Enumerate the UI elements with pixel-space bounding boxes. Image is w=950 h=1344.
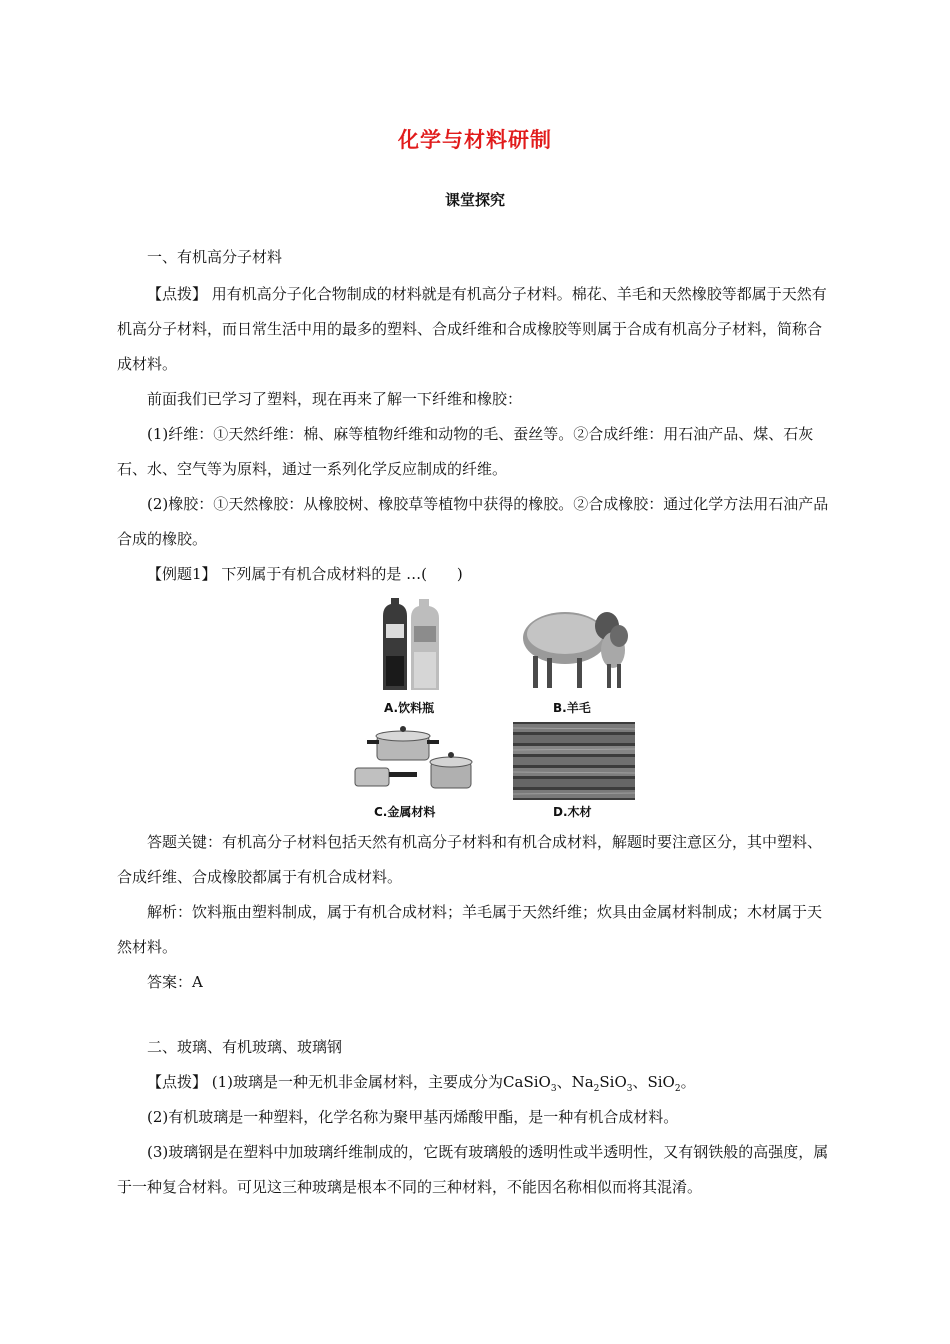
answer-key-paragraph: 答题关键：有机高分子材料包括天然有机高分子材料和有机合成材料，解题时要注意区分，其中塑料、合成纤维、合成橡胶都属于有机合成材料。 xyxy=(117,833,823,886)
option-d-caption: D.木材 xyxy=(553,805,592,819)
section1-heading: 一、有机高分子材料 xyxy=(147,248,283,266)
fiberglass-paragraph: (3)玻璃钢是在塑料中加玻璃纤维制成的，它既有玻璃般的透明性或半透明性，又有钢铁般的高强度，属于一种复合材料。可见这三种玻璃是根本不同的三种材料，不能因名称相似而将其混淆。 xyxy=(117,1143,829,1196)
tip-label: 【点拨】 xyxy=(147,285,208,303)
organic-glass-paragraph: (2)有机玻璃是一种塑料，化学名称为聚甲基丙烯酸甲酯，是一种有机合成材料。 xyxy=(147,1108,679,1126)
example-figure xyxy=(347,596,637,821)
section1-intro: 前面我们已学习了塑料，现在再来了解一下纤维和橡胶： xyxy=(147,390,523,408)
fiber-paragraph: (1)纤维：①天然纤维：棉、麻等植物纤维和动物的毛、蚕丝等。②合成纤维：用石油产品、煤、石灰石、水、空气等为原料，通过一系列化学反应制成的纤维。 xyxy=(117,425,814,478)
example-label: 【例题1】 xyxy=(147,565,217,583)
bottles-image xyxy=(377,596,445,692)
analysis-paragraph: 解析：饮料瓶由塑料制成，属于有机合成材料；羊毛属于天然纤维；炊具由金属材料制成；木材属于天然材料。 xyxy=(117,903,823,956)
rubber-paragraph: (2)橡胶：①天然橡胶：从橡胶树、橡胶草等植物中获得的橡胶。②合成橡胶：通过化学方法用石油产品合成的橡胶。 xyxy=(117,495,829,548)
section1-tip xyxy=(117,277,833,382)
option-c-caption: C.金属材料 xyxy=(374,805,436,819)
answer-paragraph: 答案：A xyxy=(147,973,203,991)
tip2-label: 【点拨】 xyxy=(147,1073,208,1091)
sheep-image xyxy=(517,596,635,692)
section2-heading: 二、玻璃、有机玻璃、玻璃钢 xyxy=(147,1038,343,1056)
wood-image xyxy=(513,722,635,800)
example-text: 下列属于有机合成材料的是 …( ) xyxy=(216,565,463,583)
example-question xyxy=(117,557,833,592)
page-title: 化学与材料研制 xyxy=(398,127,552,152)
page-subtitle: 课堂探究 xyxy=(444,191,505,209)
option-a-caption: A.饮料瓶 xyxy=(384,701,435,715)
tip-text: 用有机高分子化合物制成的材料就是有机高分子材料。棉花、羊毛和天然橡胶等都属于天然有机高分子材料，而日常生活中用的最多的塑料、合成纤维和合成橡胶等则属于合成有机高分子材料，简称合成材料。 xyxy=(117,285,827,373)
section2-tip: 【点拨】 (1)玻璃是一种无机非金属材料，主要成分为CaSiO$_3$、$Na_2SiO_3$、SiO$_2$。 xyxy=(147,1073,696,1094)
cookware-image xyxy=(351,722,473,798)
option-b-caption: B.羊毛 xyxy=(553,701,591,715)
